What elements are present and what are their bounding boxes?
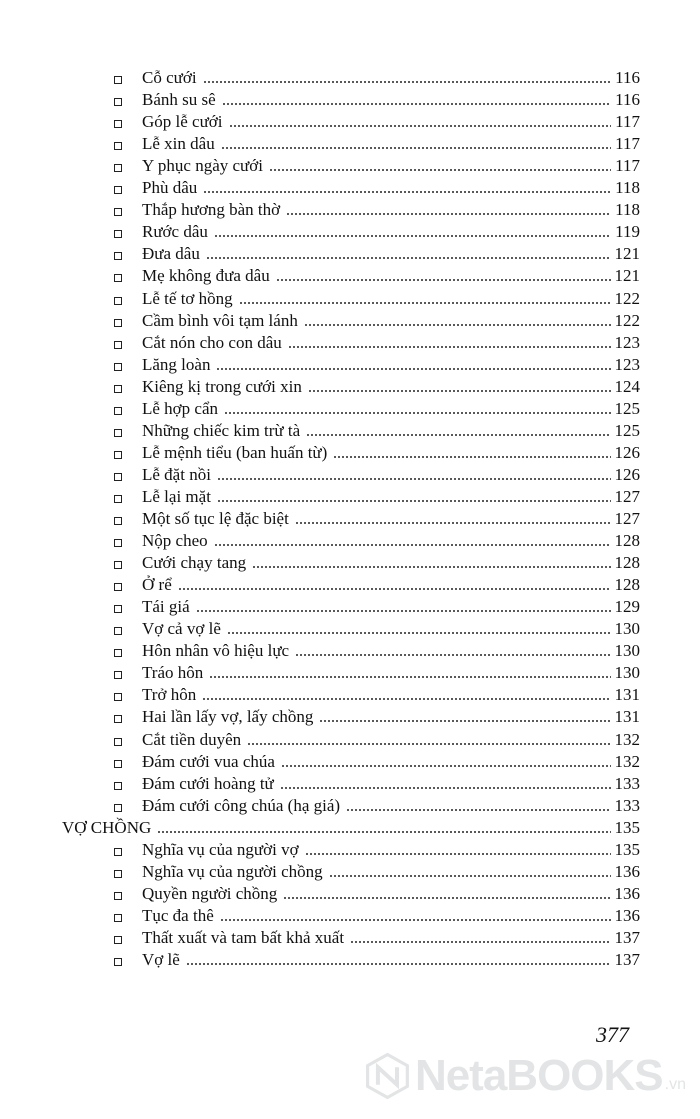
- toc-entry-title: Góp lễ cưới: [142, 112, 223, 132]
- dot-leader: [157, 831, 611, 833]
- toc-entry-page: 123: [614, 354, 640, 374]
- square-bullet-icon: [114, 363, 122, 371]
- watermark-suffix: .vn: [664, 1076, 686, 1093]
- toc-entry: [114, 705, 640, 727]
- dot-leader: [229, 125, 611, 127]
- square-bullet-icon: [114, 848, 122, 856]
- square-bullet-icon: [114, 252, 122, 260]
- toc-entry-title: Vợ cả vợ lẽ: [142, 619, 221, 639]
- toc-entry-title: Đưa dâu: [142, 244, 200, 264]
- toc-entry-page: 117: [615, 112, 640, 132]
- toc-entry: [114, 529, 640, 551]
- dot-leader: [333, 456, 611, 458]
- square-bullet-icon: [114, 561, 122, 569]
- toc-entry-page: 137: [614, 950, 640, 969]
- toc-entry-page: 121: [614, 244, 640, 264]
- toc-entry-title: Lễ đặt nồi: [142, 464, 211, 484]
- dot-leader: [203, 81, 611, 83]
- toc-entry: [114, 661, 640, 683]
- toc-entry-title: Lễ lại mặt: [142, 486, 211, 506]
- toc-entry: [114, 198, 640, 220]
- toc-entry: [114, 551, 640, 573]
- square-bullet-icon: [114, 649, 122, 657]
- square-bullet-icon: [114, 208, 122, 216]
- square-bullet-icon: [114, 76, 122, 84]
- dot-leader: [206, 257, 611, 259]
- toc-entry: [114, 463, 640, 485]
- toc-entry: [114, 353, 640, 375]
- toc-entry: [114, 66, 640, 88]
- dot-leader: [222, 103, 611, 105]
- toc-entry-title: Mẹ không đưa dâu: [142, 266, 270, 286]
- dot-leader: [247, 743, 611, 745]
- toc-entry-page: 127: [614, 509, 640, 528]
- toc-entry: [114, 750, 640, 772]
- toc-entry: [114, 838, 640, 860]
- dot-leader: [269, 169, 611, 171]
- toc-entry-page: 118: [615, 178, 640, 198]
- dot-leader: [203, 191, 611, 193]
- square-bullet-icon: [114, 738, 122, 746]
- toc-entry-page: 136: [614, 883, 640, 903]
- square-bullet-icon: [114, 495, 122, 503]
- dot-leader: [227, 632, 611, 634]
- dot-leader: [239, 302, 611, 304]
- dot-leader: [295, 522, 611, 524]
- dot-leader: [306, 434, 611, 436]
- toc-entry-page: 128: [614, 531, 640, 551]
- toc-entry-page: 130: [614, 619, 640, 639]
- toc-entry-title: Cắt tiền duyên: [142, 729, 242, 749]
- toc-entry-title: Thất xuất và tam bất khả xuất: [142, 927, 345, 947]
- dot-leader: [178, 588, 611, 590]
- toc-entry-page: 133: [614, 795, 640, 815]
- toc-entry-page: 135: [614, 817, 640, 837]
- dot-leader: [217, 478, 611, 480]
- square-bullet-icon: [114, 892, 122, 900]
- square-bullet-icon: [114, 407, 122, 415]
- toc-entry: [114, 242, 640, 264]
- toc-entry: [114, 507, 640, 529]
- dot-leader: [280, 787, 611, 789]
- toc-entry: [114, 639, 640, 661]
- square-bullet-icon: [114, 164, 122, 172]
- square-bullet-icon: [114, 605, 122, 613]
- toc-entry-page: 123: [614, 332, 640, 352]
- toc-entry-page: 122: [614, 288, 640, 308]
- toc-entry-title: Vợ lẽ: [142, 950, 180, 969]
- toc-entry-page: 125: [614, 420, 640, 440]
- square-bullet-icon: [114, 671, 122, 679]
- toc-entry-title: Tráo hôn: [142, 663, 204, 683]
- dot-leader: [202, 698, 611, 700]
- square-bullet-icon: [114, 186, 122, 194]
- toc-entry-page: 117: [615, 156, 640, 176]
- toc-entry: [114, 728, 640, 750]
- toc-entry-title: Hai lần lấy vợ, lấy chồng: [142, 707, 314, 727]
- toc-entry: [114, 132, 640, 154]
- toc-entry-title: Y phục ngày cưới: [142, 156, 263, 176]
- toc-entry-title: Lễ tế tơ hồng: [142, 288, 233, 308]
- dot-leader: [186, 963, 611, 965]
- dot-leader: [286, 213, 611, 215]
- dot-leader: [217, 500, 611, 502]
- square-bullet-icon: [114, 319, 122, 327]
- toc-entry-page: 125: [614, 398, 640, 418]
- square-bullet-icon: [114, 583, 122, 591]
- dot-leader: [276, 279, 611, 281]
- toc-entry-title: Cắt nón cho con dâu: [142, 332, 282, 352]
- toc-entry-page: 132: [614, 729, 640, 749]
- square-bullet-icon: [114, 120, 122, 128]
- dot-leader: [216, 368, 611, 370]
- dot-leader: [252, 566, 611, 568]
- square-bullet-icon: [114, 760, 122, 768]
- square-bullet-icon: [114, 385, 122, 393]
- dot-leader: [350, 941, 611, 943]
- toc-entry-title: Nghĩa vụ của người chồng: [142, 861, 323, 881]
- toc-entry: [114, 154, 640, 176]
- toc-entry-title: Hôn nhân vô hiệu lực: [142, 641, 290, 661]
- toc-entry-page: 133: [614, 773, 640, 793]
- toc-entry: [114, 904, 640, 926]
- toc-entry: [114, 573, 640, 595]
- dot-leader: [214, 544, 611, 546]
- toc-entry: [114, 772, 640, 794]
- toc-entry-title: Kiêng kị trong cưới xin: [142, 376, 302, 396]
- toc-entry: [114, 595, 640, 617]
- dot-leader: [308, 390, 611, 392]
- dot-leader: [283, 897, 611, 899]
- toc-entry-title: Rước dâu: [142, 222, 208, 242]
- dot-leader: [221, 147, 611, 149]
- toc-entry-page: 116: [615, 68, 640, 87]
- dot-leader: [220, 919, 611, 921]
- square-bullet-icon: [114, 297, 122, 305]
- dot-leader: [214, 235, 611, 237]
- toc-entry: [114, 110, 640, 132]
- toc-entry: [114, 617, 640, 639]
- toc-entry-title: Nghĩa vụ của người vợ: [142, 839, 299, 859]
- toc-entry-page: 130: [614, 663, 640, 683]
- square-bullet-icon: [114, 473, 122, 481]
- toc-entry: [114, 441, 640, 463]
- square-bullet-icon: [114, 958, 122, 966]
- toc-entry-title: Những chiếc kim trừ tà: [142, 420, 301, 440]
- toc-entry-title: Trở hôn: [142, 685, 197, 705]
- square-bullet-icon: [114, 804, 122, 812]
- toc-entry-title: Lễ hợp cẩn: [142, 398, 219, 418]
- toc-entry: [114, 375, 640, 397]
- toc-entry-title: Đám cưới công chúa (hạ giá): [142, 795, 341, 815]
- toc-entry-title: Đám cưới hoàng tử: [142, 773, 274, 793]
- toc-entry-title: Cưới chạy tang: [142, 553, 247, 573]
- toc-entry: [114, 882, 640, 904]
- toc-section-heading: [62, 816, 640, 838]
- dot-leader: [288, 346, 611, 348]
- toc-entry: [114, 264, 640, 286]
- toc-entry-page: 137: [614, 927, 640, 947]
- toc-entry-page: 121: [614, 266, 640, 286]
- square-bullet-icon: [114, 341, 122, 349]
- toc-entry: [114, 794, 640, 816]
- toc-entry-title: Cỗ cưới: [142, 68, 197, 87]
- toc-entry-title: Bánh su sê: [142, 90, 216, 110]
- dot-leader: [319, 720, 611, 722]
- toc-entry-page: 131: [614, 685, 640, 705]
- toc-entry-page: 129: [614, 597, 640, 617]
- toc-entry: [114, 397, 640, 419]
- toc-entry: [114, 88, 640, 110]
- toc-entry-page: 135: [614, 839, 640, 859]
- watermark-brand: NetaBOOKS: [414, 1051, 663, 1100]
- square-bullet-icon: [114, 98, 122, 106]
- toc-entry-page: 131: [614, 707, 640, 727]
- square-bullet-icon: [114, 230, 122, 238]
- toc-entry-page: 118: [615, 200, 640, 220]
- square-bullet-icon: [114, 914, 122, 922]
- netabooks-logo-icon: [366, 1047, 409, 1105]
- toc-entry: [114, 287, 640, 309]
- toc-entry-page: 117: [615, 134, 640, 154]
- toc-entry-page: 130: [614, 641, 640, 661]
- square-bullet-icon: [114, 715, 122, 723]
- toc-entry-page: 124: [614, 376, 640, 396]
- toc-entry-page: 132: [614, 751, 640, 771]
- toc-entry: [114, 860, 640, 882]
- toc-entry: [114, 309, 640, 331]
- dot-leader: [346, 809, 611, 811]
- dot-leader: [196, 610, 611, 612]
- toc-entry-title: Đám cưới vua chúa: [142, 751, 275, 771]
- toc-entry-title: Lăng loàn: [142, 354, 211, 374]
- toc-entry-title: Lễ mệnh tiểu (ban huấn từ): [142, 442, 328, 462]
- toc-entry-title: Cầm bình vôi tạm lánh: [142, 310, 298, 330]
- toc-entry-title: Nộp cheo: [142, 531, 208, 551]
- square-bullet-icon: [114, 693, 122, 701]
- square-bullet-icon: [114, 870, 122, 878]
- toc-entry-page: 116: [615, 90, 640, 110]
- square-bullet-icon: [114, 782, 122, 790]
- toc-entry: [114, 485, 640, 507]
- dot-leader: [209, 676, 611, 678]
- toc-entry: [114, 331, 640, 353]
- toc-entry-title: Phù dâu: [142, 178, 198, 198]
- toc-entry: [114, 176, 640, 198]
- toc-entry-title: Thắp hương bàn thờ: [142, 200, 281, 220]
- dot-leader: [224, 412, 611, 414]
- toc-entry-page: 128: [614, 575, 640, 595]
- toc-entry: [114, 683, 640, 705]
- toc-entry: [114, 948, 640, 970]
- square-bullet-icon: [114, 627, 122, 635]
- dot-leader: [304, 324, 611, 326]
- dot-leader: [305, 853, 611, 855]
- toc-entry-title: Quyền người chồng: [142, 883, 278, 903]
- square-bullet-icon: [114, 274, 122, 282]
- toc-entry: [114, 220, 640, 242]
- dot-leader: [281, 765, 611, 767]
- toc-entry: [114, 419, 640, 441]
- square-bullet-icon: [114, 539, 122, 547]
- toc-entry-page: 136: [614, 861, 640, 881]
- dot-leader: [329, 875, 611, 877]
- toc-entry-title: Ở rể: [142, 575, 172, 595]
- toc-entry-title: Tái giá: [142, 597, 190, 617]
- square-bullet-icon: [114, 936, 122, 944]
- toc-entry-page: 126: [614, 442, 640, 462]
- toc-entry-title: Một số tục lệ đặc biệt: [142, 509, 289, 528]
- square-bullet-icon: [114, 517, 122, 525]
- toc-entry-title: VỢ CHỒNG: [62, 817, 152, 837]
- toc-entry-title: Lễ xin dâu: [142, 134, 215, 154]
- dot-leader: [295, 654, 611, 656]
- toc-entry-page: 126: [614, 464, 640, 484]
- square-bullet-icon: [114, 451, 122, 459]
- toc-entry-page: 128: [614, 553, 640, 573]
- toc-entry-page: 127: [614, 486, 640, 506]
- square-bullet-icon: [114, 429, 122, 437]
- page-number: 377: [596, 1022, 629, 1047]
- toc-entry-page: 119: [615, 222, 640, 242]
- watermark: [366, 1046, 686, 1106]
- toc-entry: [114, 926, 640, 948]
- toc-entry-page: 122: [614, 310, 640, 330]
- square-bullet-icon: [114, 142, 122, 150]
- toc-entry-page: 136: [614, 905, 640, 925]
- toc-entry-title: Tục đa thê: [142, 905, 214, 925]
